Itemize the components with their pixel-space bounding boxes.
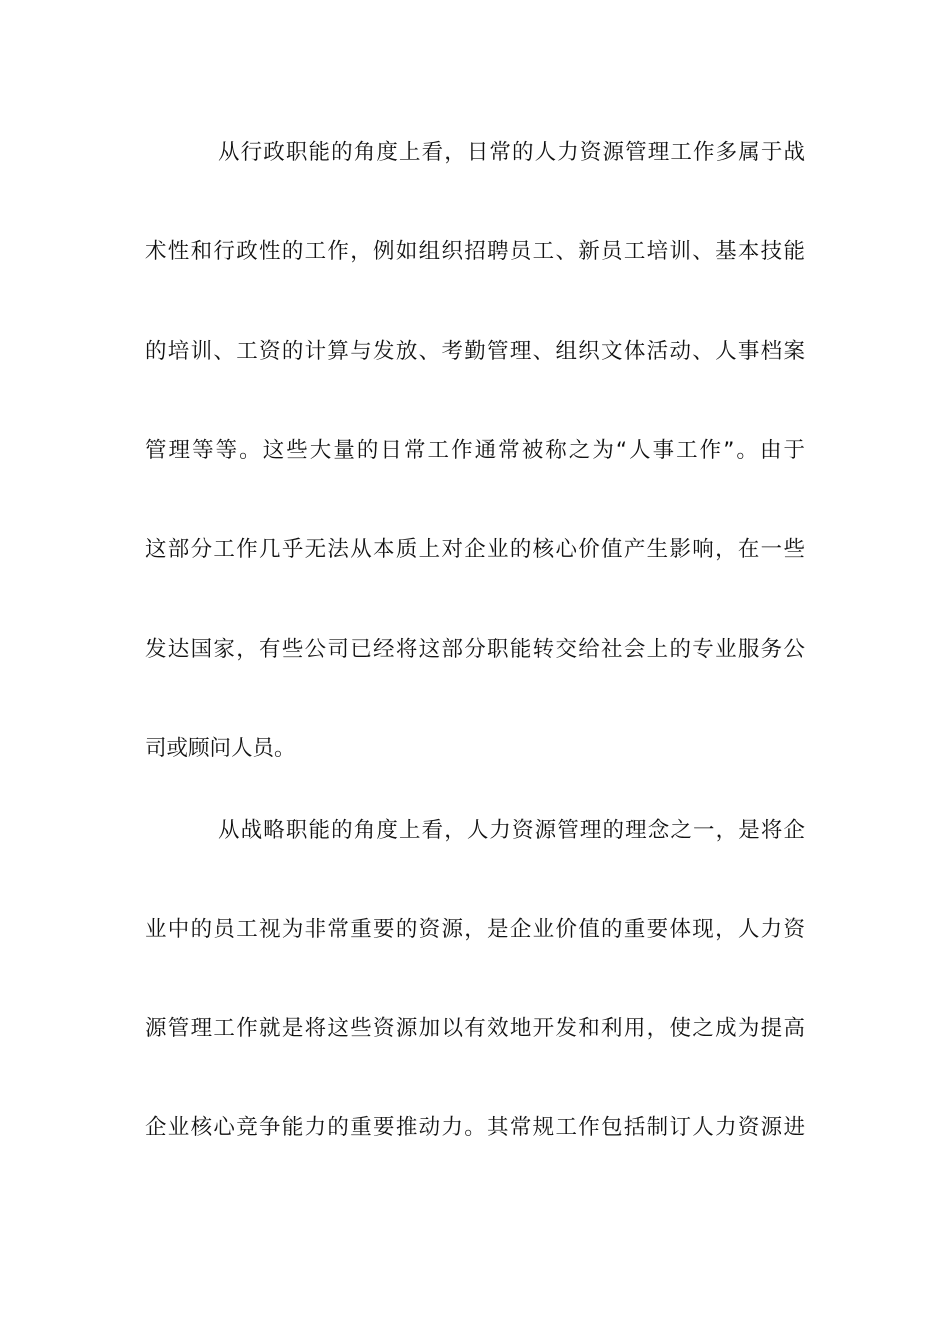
- paragraph-1-line-6: 发达国家，有些公司已经将这部分职能转交给社会上的专业服务公: [145, 637, 805, 662]
- paragraph-1-line-7: 司或顾问人员。: [145, 736, 296, 761]
- paragraph-2-line-1: 从战略职能的角度上看，人力资源管理的理念之一，是将企: [218, 818, 805, 843]
- paragraph-1-line-3: 的培训、工资的计算与发放、考勤管理、组织文体活动、人事档案: [145, 339, 805, 364]
- paragraph-1-line-2: 术性和行政性的工作，例如组织招聘员工、新员工培训、基本技能: [145, 239, 805, 264]
- paragraph-1-line-4: 管理等等。这些大量的日常工作通常被称之为“人事工作”。由于: [145, 438, 805, 463]
- paragraph-2-line-4: 企业核心竞争能力的重要推动力。其常规工作包括制订人力资源进: [145, 1115, 805, 1140]
- paragraph-2-line-2: 业中的员工视为非常重要的资源，是企业价值的重要体现，人力资: [145, 917, 805, 942]
- paragraph-1-line-5: 这部分工作几乎无法从本质上对企业的核心价值产生影响，在一些: [145, 537, 805, 562]
- paragraph-2-line-3: 源管理工作就是将这些资源加以有效地开发和利用，使之成为提高: [145, 1016, 805, 1041]
- paragraph-1-line-1: 从行政职能的角度上看，日常的人力资源管理工作多属于战: [218, 140, 805, 165]
